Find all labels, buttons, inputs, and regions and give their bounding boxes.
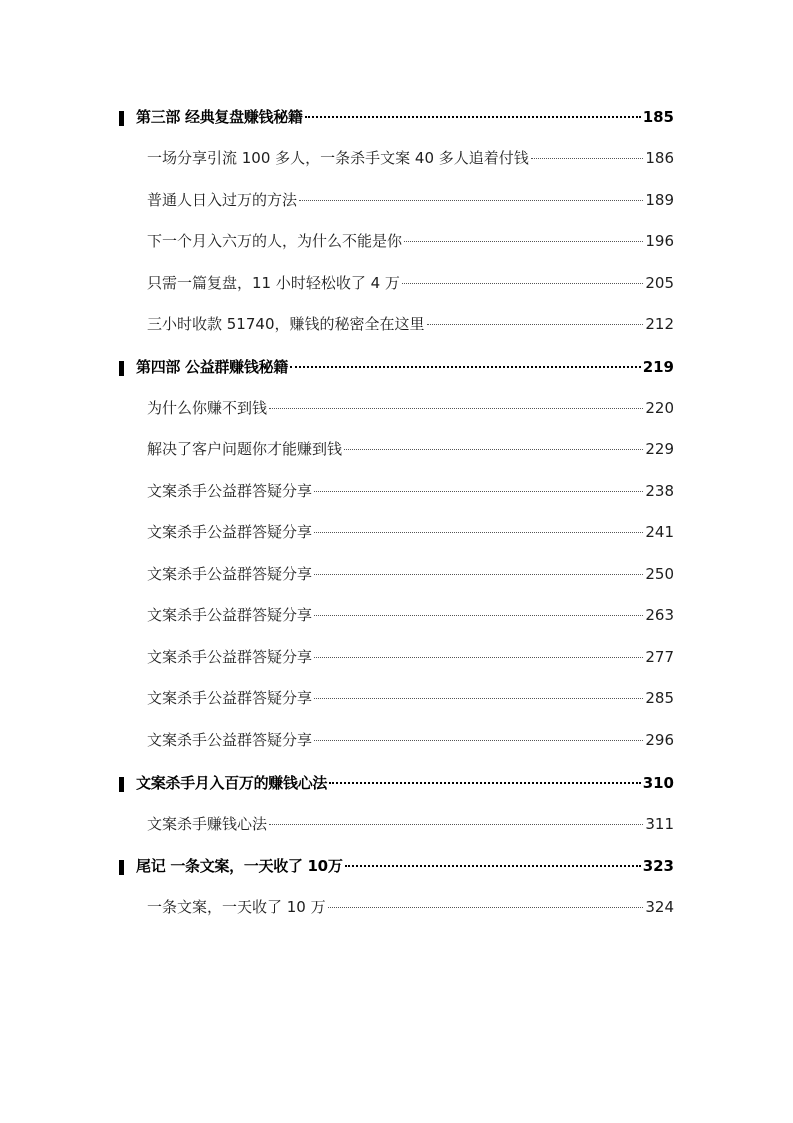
entry-title: 解决了客户问题你才能赚到钱 (147, 440, 343, 458)
dot-leader (531, 158, 644, 159)
toc-entry[interactable] (147, 563, 674, 587)
entry-page-number: 250 (645, 565, 674, 583)
section-page-number: 310 (642, 774, 674, 792)
entry-page-number: 196 (645, 232, 674, 250)
entry-title: 文案杀手公益群答疑分享 (147, 731, 313, 749)
section-title: 文案杀手月入百万的赚钱心法 (136, 774, 328, 792)
entry-page-number: 285 (645, 689, 674, 707)
entry-page-number: 263 (645, 606, 674, 624)
entry-title: 文案杀手公益群答疑分享 (147, 565, 313, 583)
entry-page-number: 220 (645, 399, 674, 417)
toc-section-heading[interactable] (119, 772, 674, 796)
dot-leader (314, 532, 643, 533)
toc-section-heading[interactable] (119, 356, 674, 380)
dot-leader (314, 615, 643, 616)
toc-entry[interactable] (147, 480, 674, 504)
dot-leader (314, 698, 643, 699)
dot-leader (402, 283, 643, 284)
toc-entry[interactable] (147, 438, 674, 462)
dot-leader (404, 241, 643, 242)
section-page-number: 219 (642, 358, 674, 376)
entry-page-number: 241 (645, 523, 674, 541)
section-title: 第三部 经典复盘赚钱秘籍 (136, 108, 303, 126)
toc-section-heading[interactable] (119, 855, 674, 879)
entry-page-number: 324 (645, 898, 674, 916)
toc-entry[interactable] (147, 147, 674, 171)
dot-leader (329, 782, 641, 784)
dot-leader (314, 491, 643, 492)
entry-page-number: 296 (645, 731, 674, 749)
dot-leader (344, 449, 643, 450)
section-marker-bar (119, 860, 124, 875)
section-marker-bar (119, 111, 124, 126)
section-marker-bar (119, 777, 124, 792)
dot-leader (345, 865, 641, 867)
toc-entry[interactable] (147, 813, 674, 837)
entry-title: 文案杀手公益群答疑分享 (147, 606, 313, 624)
entry-page-number: 189 (645, 191, 674, 209)
entry-title: 一场分享引流 100 多人，一条杀手文案 40 多人追着付钱 (147, 149, 529, 167)
toc-entry[interactable] (147, 521, 674, 545)
entry-page-number: 212 (645, 315, 674, 333)
section-page-number: 323 (642, 857, 674, 875)
entry-page-number: 311 (645, 815, 674, 833)
toc-entry[interactable] (147, 397, 674, 421)
entry-title: 一条文案，一天收了 10 万 (147, 898, 326, 916)
dot-leader (269, 824, 643, 825)
dot-leader (314, 657, 643, 658)
entry-page-number: 205 (645, 274, 674, 292)
entry-title: 文案杀手赚钱心法 (147, 815, 268, 833)
dot-leader (290, 366, 641, 368)
toc-entry[interactable] (147, 230, 674, 254)
toc-entry[interactable] (147, 729, 674, 753)
toc-entry[interactable] (147, 272, 674, 296)
dot-leader (314, 740, 643, 741)
dot-leader (299, 200, 643, 201)
entry-title: 下一个月入六万的人，为什么不能是你 (147, 232, 403, 250)
entry-page-number: 229 (645, 440, 674, 458)
entry-title: 文案杀手公益群答疑分享 (147, 482, 313, 500)
entry-page-number: 238 (645, 482, 674, 500)
entry-title: 三小时收款 51740，赚钱的秘密全在这里 (147, 315, 425, 333)
entry-title: 文案杀手公益群答疑分享 (147, 648, 313, 666)
section-title: 尾记 一条文案，一天收了 10万 (136, 857, 343, 875)
toc-entry[interactable] (147, 189, 674, 213)
section-page-number: 185 (642, 108, 674, 126)
entry-title: 文案杀手公益群答疑分享 (147, 689, 313, 707)
entry-page-number: 277 (645, 648, 674, 666)
toc-section-heading[interactable] (119, 106, 674, 130)
dot-leader (305, 116, 641, 118)
section-title: 第四部 公益群赚钱秘籍 (136, 358, 288, 376)
entry-title: 普通人日入过万的方法 (147, 191, 298, 209)
toc-entry[interactable] (147, 604, 674, 628)
entry-page-number: 186 (645, 149, 674, 167)
entry-title: 为什么你赚不到钱 (147, 399, 268, 417)
toc-entry[interactable] (147, 896, 674, 920)
dot-leader (314, 574, 643, 575)
entry-title: 只需一篇复盘，11 小时轻松收了 4 万 (147, 274, 400, 292)
toc-entry[interactable] (147, 687, 674, 711)
toc-entry[interactable] (147, 646, 674, 670)
entry-title: 文案杀手公益群答疑分享 (147, 523, 313, 541)
section-marker-bar (119, 361, 124, 376)
dot-leader (328, 907, 644, 908)
toc-entry[interactable] (147, 313, 674, 337)
dot-leader (427, 324, 644, 325)
dot-leader (269, 408, 643, 409)
